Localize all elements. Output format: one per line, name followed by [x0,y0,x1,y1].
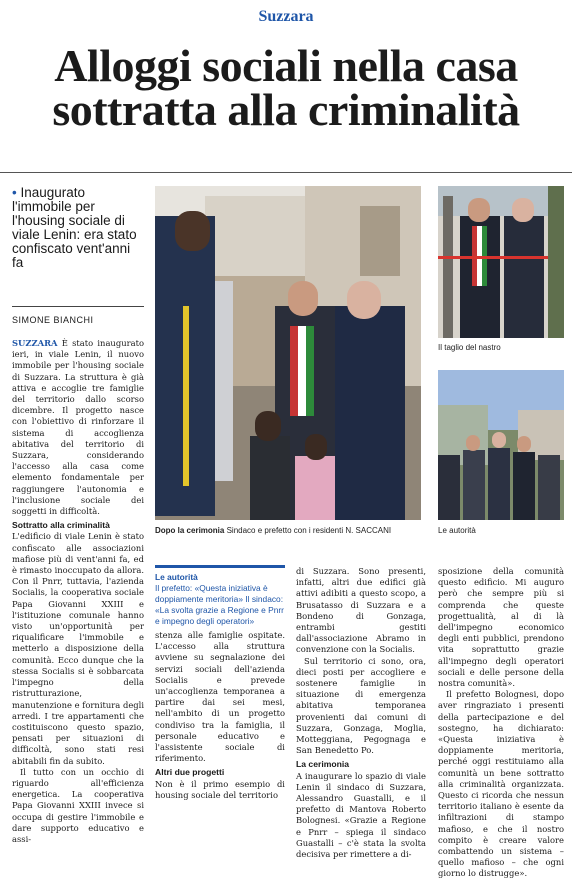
header-divider [0,172,572,173]
paragraph: sposizione della comunità questo edificio. Mi auguro però che sempre più si comprenda che queste progettualità, al di là dell'impegno economico degli enti pubblici, prendono vita soprattutto grazie all'impegno degli operatori sociali e delle persone della nostra comunità». [438,566,564,689]
main-photo-caption-text: Sindaco e prefetto con i residenti N. SACCANI [226,526,392,535]
summary-text: Inaugurato l'immobile per l'housing sociale di viale Lenin: era stato confiscato vent'anni fa [12,185,137,270]
main-photo-image [155,186,421,520]
article-column-3 [296,566,426,860]
box-text: Il prefetto: «Questa iniziativa è doppiamente meritoria» Il sindaco: «La svolta grazie a Regione e Pnrr e impegno degli operatori» [155,583,284,626]
article-column-4 [438,566,564,880]
paragraph-text: È stato inaugurato ieri, in viale Lenin, il nuovo immobile per l'housing sociale di Suzzara. La struttura è già attiva e accoglie tre famiglie del territorio dallo scorso dicembre. Il progetto nasce con l'obiettivo di rinforzare il sistema di accoglienza abitativa del territorio di Suzzara, considerando l'accesso alla casa come elemento fondamentale per raggiungere l'autonomia e l'inclusione sociale dei soggetti in difficoltà. [12,338,144,517]
box-title: Le autorità [155,572,198,582]
article-column-1 [12,338,144,845]
headline-line-2: sottratta alla criminalità [52,84,520,135]
author-byline: SIMONE BIANCHI [12,306,144,325]
paragraph: Sul territorio ci sono, ora, dieci posti per accogliere e sostenere famiglie in situazione di emergenza abitativa temporanea provenienti dai comuni di Suzzara, Gonzaga, Moglia, Motteggiana, Pegognaga e San Benedetto Po. [296,655,426,756]
headline [0,40,572,135]
main-photo-caption-bold: Dopo la cerimonia [155,526,225,535]
ribbon-cutting-caption: Il taglio del nastro [438,343,501,352]
headline-line-1: Alloggi sociali nella casa [54,40,518,91]
subheading: Sottratto alla criminalità [12,520,110,531]
paragraph: Non è il primo esempio di housing sociale del territorio [155,778,285,800]
paragraph: di Suzzara. Sono presenti, infatti, altri due edifici già attivi adibiti a questo scopo, a Brusatasso di Suzzara e a Bondeno di Gonzaga, entrambi gestiti dall'associazione Abramo in convenzione con la Socialis. [296,566,426,655]
summary-bullet: • [12,185,17,200]
article-summary [12,186,144,270]
paragraph: L'edificio di viale Lenin è stato confiscato alle associazioni mafiose più di vent'anni fa, ed è rimasto inoccupato da allora. Con il Pnrr, tuttavia, l'azienda Socialis, la cooperativa sociale Papa Giovanni XXIII e l'istituzione comunale hanno visto un'opportunità per riqualificare l'immobile e metterlo a disposizione della comunità. Ecco dunque che la stessa Socialis si è sobbarcata l'impegno della ristrutturazione, manutenzione e fornitura degli arredi. I tre appartamenti che costituiscono questo spazio, pensati per situazioni di difficoltà, sono stati resi abitabili fin da subito. [12,531,144,766]
authorities-box [155,565,285,627]
paragraph: stenza alle famiglie ospitate. L'accesso alla struttura avviene su segnalazione dei servizi sociali dell'azienda Socialis e prevede un'accoglienza temporanea a partire dai sei mesi, nell'ambito di un progetto condiviso tra la famiglia, il personale educativo e l'assistente sociale di riferimento. [155,630,285,764]
authorities-caption: Le autorità [438,526,476,535]
paragraph [12,338,144,517]
authorities-photo [438,370,564,520]
main-photo [155,186,421,520]
paragraph: Il tutto con un occhio di riguardo all'efficienza energetica. La cooperativa Papa Giovanni XXIII invece si occupa di gestire l'immobile e dare supporto educativo e assi- [12,766,144,844]
ribbon-cutting-photo [438,186,564,338]
dateline: SUZZARA [12,338,58,348]
subheading: La cerimonia [296,759,350,770]
authorities-image [438,370,564,520]
ribbon-cutting-image [438,186,564,338]
section-label: Suzzara [258,8,314,25]
main-photo-caption [155,526,421,536]
paragraph: A inaugurare lo spazio di viale Lenin il sindaco di Suzzara, Alessandro Guastalli, e il prefetto di Mantova Roberto Bolognesi. «Grazie a Regione e Pnrr – spiega il sindaco Guastalli – c'è stata la svolta decisiva per rimettere a di- [296,770,426,860]
subheading: Altri due progetti [155,767,225,778]
paragraph: Il prefetto Bolognesi, dopo aver ringraziato i presenti della partecipazione e del sostegno, ha dichiarato: «Questa iniziativa è doppiamente meritoria, perché oggi restituiamo alla comunità un bene sottratto alla criminalità organizzata. Questo ci ricorda che nessun territorio italiano è esente da infiltrazioni di stampo mafioso, e che il nostro compito è creare valore combattendo un sistema – quello mafioso – che ogni giorno lo distrugge». [438,689,564,879]
article-column-2 [155,630,285,801]
